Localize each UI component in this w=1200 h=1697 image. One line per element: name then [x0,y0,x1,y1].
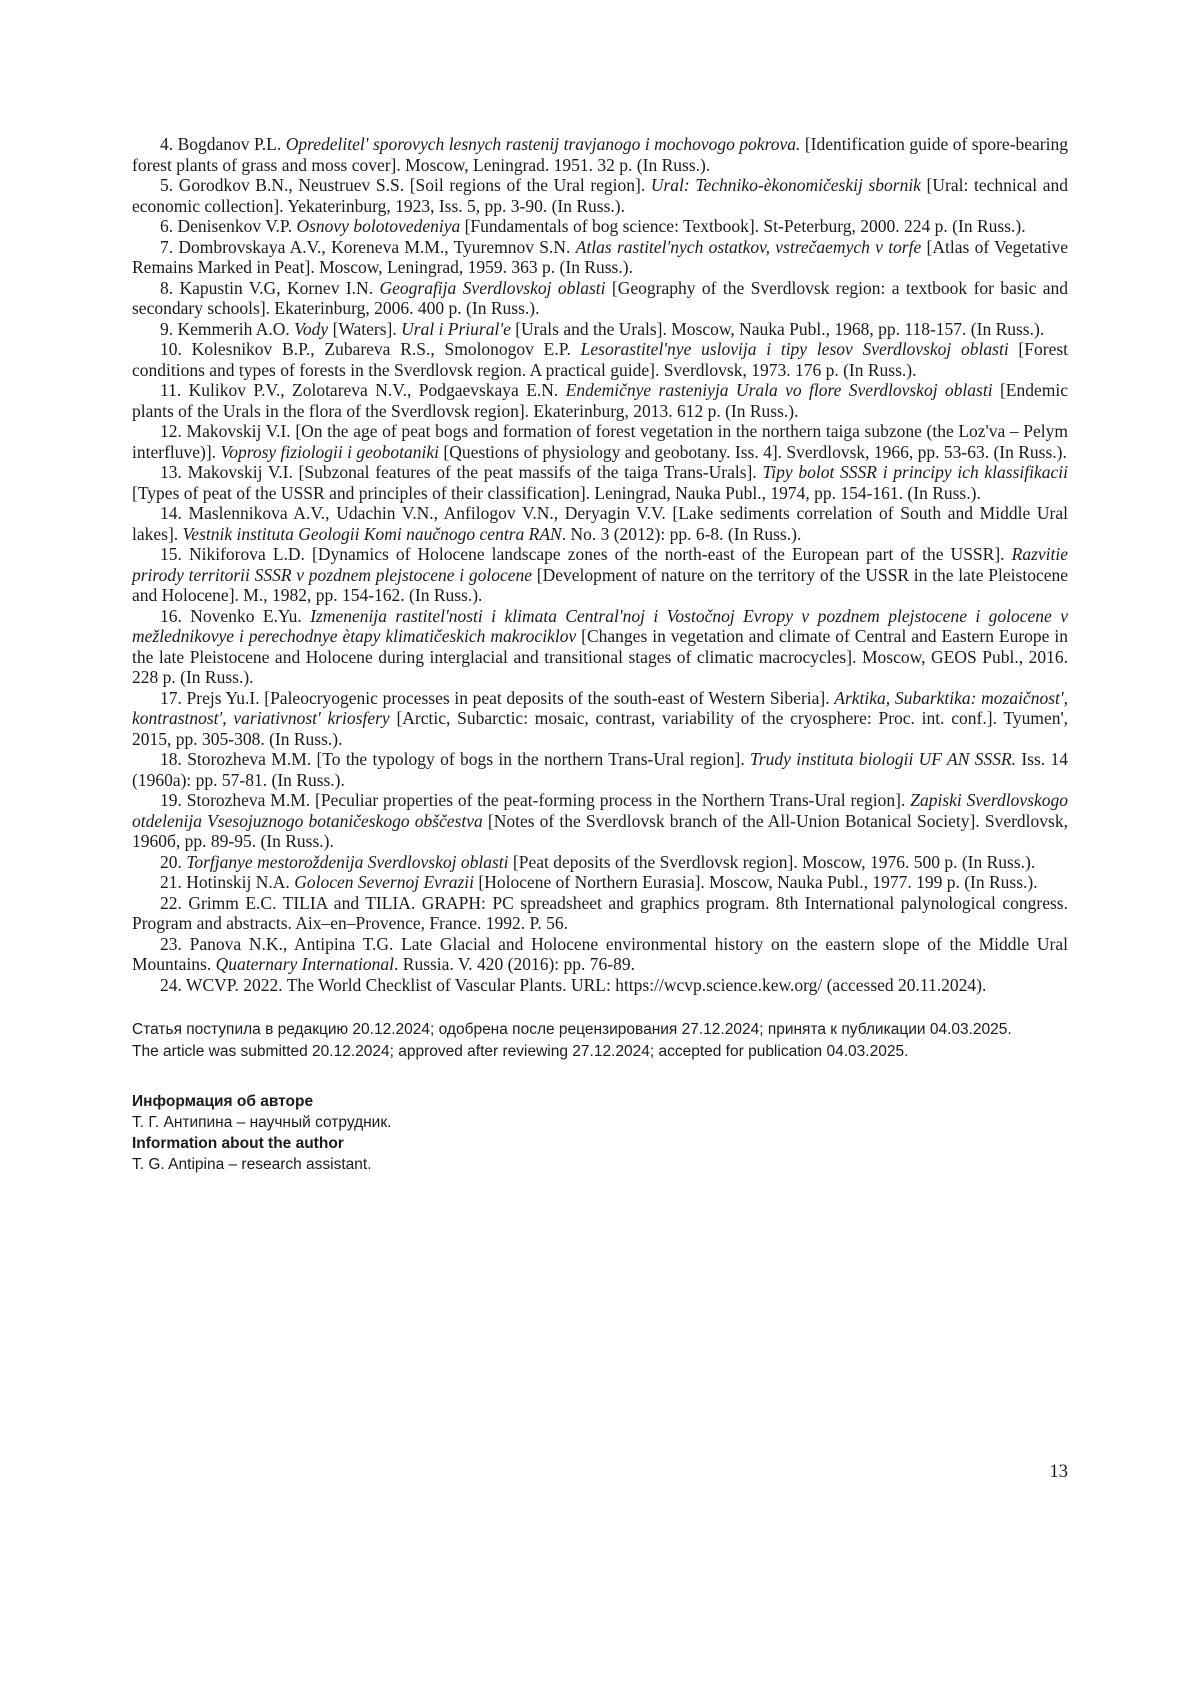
reference-item [132,749,1068,790]
reference-item [132,872,1068,893]
reference-title: Osnovy bolotovedeniya [296,216,461,236]
submission-note-en: The article was submitted 20.12.2024; approved after reviewing 27.12.2024; accepted for publication 04.03.2025. [132,1043,909,1060]
submission-note-ru: Статья поступила в редакцию 20.12.2024; одобрена после рецензирования 27.12.2024; принята к публикации 04.03.2025. [132,1021,1012,1038]
reference-text: 10. Kolesnikov B.P., Zubareva R.S., Smolonogov E.P. [160,339,581,359]
author-name-en: T. G. Antipina – research assistant. [132,1156,372,1173]
reference-text: [Geography of the Sverdlovsk region: a textbook for basic and secondary schools]. Ekaterinburg, 2006. 400 p. (In Russ.). [132,277,1068,318]
reference-text: 19. Storozheva M.M. [Peculiar properties of the peat-forming process in the Northern Trans-Ural region]. [160,790,911,810]
reference-item [132,339,1068,380]
reference-title: Arktika, Subarktika: mozaičnost', kontrastnost', variativnost' kriosfery [132,687,1068,728]
reference-title: Endemičnye rasteniyja Urala vo flore Sverdlovskoj oblasti [565,380,993,400]
reference-text: [Urals and the Urals]. Moscow, Nauka Publ., 1968, pp. 118-157. (In Russ.). [510,318,1045,339]
reference-text: 20. [160,851,187,872]
reference-item [132,544,1068,606]
reference-item [132,237,1068,278]
reference-item [132,975,1068,996]
reference-text: [Peat deposits of the Sverdlovsk region]. Moscow, 1976. 500 p. (In Russ.). [508,851,1036,872]
reference-text: [Questions of physiology and geobotany. Iss. 4]. Sverdlovsk, 1966, pp. 53-63. (In Russ.). [439,441,1067,462]
reference-item [132,319,1068,340]
reference-title: Ural i Priural'e [401,318,511,339]
reference-text: [Waters]. [328,318,402,339]
reference-text: [Forest conditions and types of forests in the Sverdlovsk region. A practical guide]. Sverdlovsk, 1973. 176 p. (In Russ.). [132,339,1069,380]
reference-title: Razvitie prirody territorii SSSR v pozdnem plejstocene i golocene [132,544,1068,585]
reference-text: 23. Panova N.K., Antipina T.G. Late Glacial and Holocene environmental history on the eastern slope of the Middle Ural Mountains. [132,933,1068,974]
reference-text: [Notes of the Sverdlovsk branch of the All-Union Botanical Society]. Sverdlovsk, 1960б, pp. 89-95. (In Russ.). [132,810,1068,851]
reference-item [132,278,1068,319]
reference-text: [Ural: technical and economic collection]. Yekaterinburg, 1923, Iss. 5, pp. 3-90. (In Russ.). [132,175,1068,216]
reference-title: Vody [294,318,329,339]
reference-text: 17. Prejs Yu.I. [Paleocryogenic processes in peat deposits of the south-east of Western Siberia]. [160,687,835,708]
reference-text: 8. Kapustin V.G, Kornev I.N. [160,277,380,298]
reference-text: 22. Grimm E.C. TILIA and TILIA. GRAPH: PC spreadsheet and graphics program. 8th International palynological congress. Program and abstracts. Aix–en–Provence, France. 1992. P. 56. [132,892,1068,933]
reference-text: 14. Maslennikova A.V., Udachin V.N., Anfilogov V.N., Deryagin V.V. [Lake sediments correlation of South and Middle Ural lakes]. [132,503,1068,544]
page-number: 13 [1049,1462,1068,1482]
reference-title: Torfjanye mestoroždenija Sverdlovskoj oblasti [186,851,509,872]
reference-title: Voprosy fiziologii i geobotaniki [220,441,440,462]
reference-text: Iss. 14 (1960a): pp. 57-81. (In Russ.). [132,749,1069,790]
reference-title: Lesorastitel'nye uslovija i tipy lesov Sverdlovskoj oblasti [580,339,1009,359]
reference-item [132,934,1068,975]
reference-item [132,790,1068,852]
author-info-section [132,1091,1068,1175]
reference-item [132,175,1068,216]
reference-item [132,134,1068,175]
reference-text: 18. Storozheva M.M. [To the typology of bogs in the northern Trans-Ural region]. [160,749,751,769]
reference-text: [Atlas of Vegetative Remains Marked in Peat]. Moscow, Leningrad, 1959. 363 p. (In Russ.). [132,236,1068,277]
reference-text: 13. Makovskij V.I. [Subzonal features of the peat massifs of the taiga Trans-Urals]. [160,462,763,482]
reference-title: Vestnik instituta Geologii Komi naučnogo centra RAN [182,523,562,544]
reference-text: [Endemic plants of the Urals in the flora of the Sverdlovsk region]. Ekaterinburg, 2013. 612 p. (In Russ.). [132,380,1068,421]
reference-text: [Types of peat of the USSR and principles of their classification]. Leningrad, Nauka Publ., 1974, pp. 154-161. (In Russ.). [132,482,981,503]
reference-text: . No. 3 (2012): pp. 6-8. (In Russ.). [561,523,802,544]
reference-text: 4. Bogdanov P.L. [160,134,286,154]
reference-text: [Identification guide of spore-bearing forest plants of grass and moss cover]. Moscow, Leningrad. 1951. 32 p. (In Russ.). [132,134,1068,175]
reference-item [132,216,1068,237]
reference-item [132,893,1068,934]
reference-item [132,606,1068,688]
reference-title: Ural: Techniko-èkonomičeskij sbornik [650,175,921,195]
reference-text: . Russia. V. 420 (2016): pp. 76-89. [394,954,635,974]
reference-text: 11. Kulikov P.V., Zolotareva N.V., Podgaevskaya E.N. [160,380,566,400]
reference-title: Opredelitel' sporovych lesnych rastenij travjanogo i mochovogo pokrova. [285,134,801,154]
author-name-ru: Т. Г. Антипина – научный сотрудник. [132,1114,392,1131]
reference-item [132,852,1068,873]
references-list [132,134,1068,995]
reference-title: Zapiski Sverdlovskogo otdelenija Vsesojuznogo botaničeskogo obščestva [132,790,1069,831]
reference-title: Golocen Severnoj Evrazii [294,872,474,892]
page-content [132,134,1068,1175]
reference-text: [Fundamentals of bog science: Textbook]. St-Peterburg, 2000. 224 p. (In Russ.). [460,216,1026,236]
reference-text: 9. Kemmerih A.O. [160,318,295,339]
reference-text: 16. Novenko E.Yu. [160,605,311,626]
reference-title: Tipy bolot SSSR i principy ich klassifikacii [762,462,1069,482]
reference-text: 15. Nikiforova L.D. [Dynamics of Holocene landscape zones of the north-east of the European part of the USSR]. [160,544,1012,564]
reference-title: Izmenenija rastitel'nosti i klimata Central'noj i Vostočnoj Evropy v pozdnem plejstocene i golocene v mežlednikovye i perechodnye ètapy klimatičeskich makrociklov [132,605,1069,646]
author-info-heading-en: Information about the author [132,1135,344,1152]
submission-info [132,1019,1068,1063]
reference-text: 21. Hotinskij N.A. [160,872,295,892]
reference-title: Atlas rastitel'nych ostatkov, vstrečaemych v torfe [575,236,922,257]
reference-text: [Arctic, Subarctic: mosaic, contrast, variability of the cryosphere: Proc. int. conf.]. Tyumen', 2015, pp. 305-308. (In Russ.). [132,708,1068,749]
reference-title: Quaternary International [215,954,395,974]
reference-text: [Changes in vegetation and climate of Central and Eastern Europe in the late Pleistocene and Holocene during interglacial and transitional stages of climatic macrocycles]. Moscow, GEOS Publ., 2016. 228 p. (In Russ.). [132,626,1068,687]
reference-text: 5. Gorodkov B.N., Neustruev S.S. [Soil regions of the Ural region]. [160,175,651,195]
author-info-heading-ru: Информация об авторе [132,1093,314,1110]
reference-item [132,421,1068,462]
reference-text: 12. Makovskij V.I. [On the age of peat bogs and formation of forest vegetation in the northern taiga subzone (the Loz'va – Pelym interfluve)]. [132,421,1068,462]
reference-text: [Development of nature on the territory of the USSR in the late Pleistocene and Holocene]. M., 1982, pp. 154-162. (In Russ.). [132,564,1068,605]
reference-item [132,462,1068,503]
reference-text: 7. Dombrovskaya A.V., Koreneva M.M., Tyuremnov S.N. [160,236,576,257]
reference-title: Geografija Sverdlovskoj oblasti [379,277,606,298]
reference-item [132,380,1068,421]
reference-item [132,503,1068,544]
reference-item [132,688,1068,750]
reference-text: [Holocene of Northern Eurasia]. Moscow, Nauka Publ., 1977. 199 p. (In Russ.). [474,872,1038,892]
reference-text: 6. Denisenkov V.P. [160,216,297,236]
reference-title: Trudy instituta biologii UF AN SSSR. [750,749,1017,769]
reference-text: 24. WCVP. 2022. The World Checklist of Vascular Plants. URL: https://wcvp.science.kew.org/ (accessed 20.11.2024). [160,974,987,995]
